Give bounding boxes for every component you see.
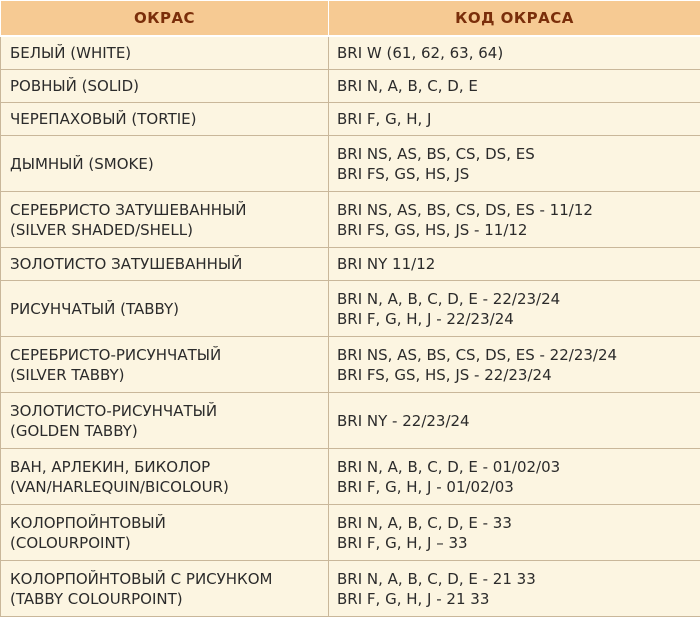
color-name-line: ЗОЛОТИСТО ЗАТУШЕВАННЫЙ — [10, 255, 243, 274]
color-code-line: BRI F, G, H, J – 33 — [337, 533, 468, 552]
color-code-line: BRI F, G, H, J - 22/23/24 — [337, 309, 514, 328]
color-name-cell — [1, 337, 329, 393]
color-name-cell — [1, 36, 329, 70]
table-row — [1, 337, 700, 393]
color-code-line: BRI N, A, B, C, D, E - 01/02/03 — [337, 457, 561, 476]
color-name-line: КОЛОРПОЙНТОВЫЙ С РИСУНКОМ — [10, 569, 273, 588]
table-row — [1, 248, 700, 281]
color-name-line: КОЛОРПОЙНТОВЫЙ — [10, 513, 166, 532]
color-name-cell — [1, 192, 329, 248]
color-name-line: (SILVER SHADED/SHELL) — [10, 220, 193, 239]
color-code-line: BRI NS, AS, BS, CS, DS, ES - 22/23/24 — [337, 345, 618, 364]
table-row — [1, 192, 700, 248]
column-header-color: ОКРАС — [1, 1, 329, 37]
color-name-cell — [1, 449, 329, 505]
table-row — [1, 393, 700, 449]
color-name-line: ЧЕРЕПАХОВЫЙ (TORTIE) — [10, 110, 197, 129]
color-code-line: BRI F, G, H, J — [337, 110, 432, 129]
color-code-cell — [329, 192, 700, 248]
color-name-line: (GOLDEN TABBY) — [10, 421, 138, 440]
color-code-cell — [329, 103, 700, 136]
color-name-cell — [1, 103, 329, 136]
color-code-line: BRI F, G, H, J - 21 33 — [337, 589, 490, 608]
color-name-line: (COLOURPOINT) — [10, 533, 131, 552]
color-code-line: BRI N, A, B, C, D, E — [337, 77, 478, 96]
color-code-line: BRI FS, GS, HS, JS - 22/23/24 — [337, 365, 552, 384]
column-header-color-code: КОД ОКРАСА — [329, 1, 700, 37]
color-name-cell — [1, 136, 329, 192]
color-name-line: (SILVER TABBY) — [10, 365, 125, 384]
color-code-line: BRI FS, GS, HS, JS - 11/12 — [337, 220, 528, 239]
color-code-cell — [329, 248, 700, 281]
table-body — [1, 36, 700, 617]
color-name-line: РОВНЫЙ (SOLID) — [10, 77, 140, 96]
color-code-cell — [329, 337, 700, 393]
table-row — [1, 103, 700, 136]
color-code-cell — [329, 505, 700, 561]
table-row — [1, 561, 700, 617]
color-code-line: BRI NY 11/12 — [337, 255, 436, 274]
color-name-cell — [1, 393, 329, 449]
color-code-line: BRI W (61, 62, 63, 64) — [337, 44, 504, 63]
table-row — [1, 36, 700, 70]
color-code-cell — [329, 281, 700, 337]
color-name-cell — [1, 505, 329, 561]
color-name-line: ВАН, АРЛЕКИН, БИКОЛОР — [10, 457, 211, 476]
table-row — [1, 449, 700, 505]
color-name-line: (VAN/HARLEQUIN/BICOLOUR) — [10, 477, 229, 496]
table-header-row — [1, 1, 700, 37]
color-name-cell — [1, 561, 329, 617]
color-name-line: БЕЛЫЙ (WHITE) — [10, 44, 132, 63]
color-code-cell — [329, 36, 700, 70]
color-name-cell — [1, 248, 329, 281]
color-code-line: BRI NS, AS, BS, CS, DS, ES — [337, 144, 535, 163]
color-code-line: BRI N, A, B, C, D, E - 21 33 — [337, 569, 536, 588]
color-code-cell — [329, 136, 700, 192]
color-code-line: BRI FS, GS, HS, JS — [337, 164, 470, 183]
color-code-line: BRI F, G, H, J - 01/02/03 — [337, 477, 514, 496]
color-code-cell — [329, 449, 700, 505]
color-name-line: (TABBY COLOURPOINT) — [10, 589, 183, 608]
table-row — [1, 136, 700, 192]
table-row — [1, 505, 700, 561]
table-row — [1, 281, 700, 337]
table-row — [1, 70, 700, 103]
color-code-line: BRI N, A, B, C, D, E - 22/23/24 — [337, 289, 561, 308]
color-name-cell — [1, 70, 329, 103]
color-name-cell — [1, 281, 329, 337]
color-code-line: BRI N, A, B, C, D, E - 33 — [337, 513, 512, 532]
color-code-cell — [329, 561, 700, 617]
color-code-cell — [329, 393, 700, 449]
color-name-line: СЕРЕБРИСТО ЗАТУШЕВАННЫЙ — [10, 200, 247, 219]
color-name-line: ЗОЛОТИСТО-РИСУНЧАТЫЙ — [10, 401, 218, 420]
color-code-line: BRI NS, AS, BS, CS, DS, ES - 11/12 — [337, 200, 593, 219]
color-code-line: BRI NY - 22/23/24 — [337, 411, 470, 430]
color-name-line: РИСУНЧАТЫЙ (TABBY) — [10, 299, 179, 318]
color-code-cell — [329, 70, 700, 103]
color-name-line: СЕРЕБРИСТО-РИСУНЧАТЫЙ — [10, 345, 222, 364]
color-name-line: ДЫМНЫЙ (SMOKE) — [10, 154, 154, 173]
